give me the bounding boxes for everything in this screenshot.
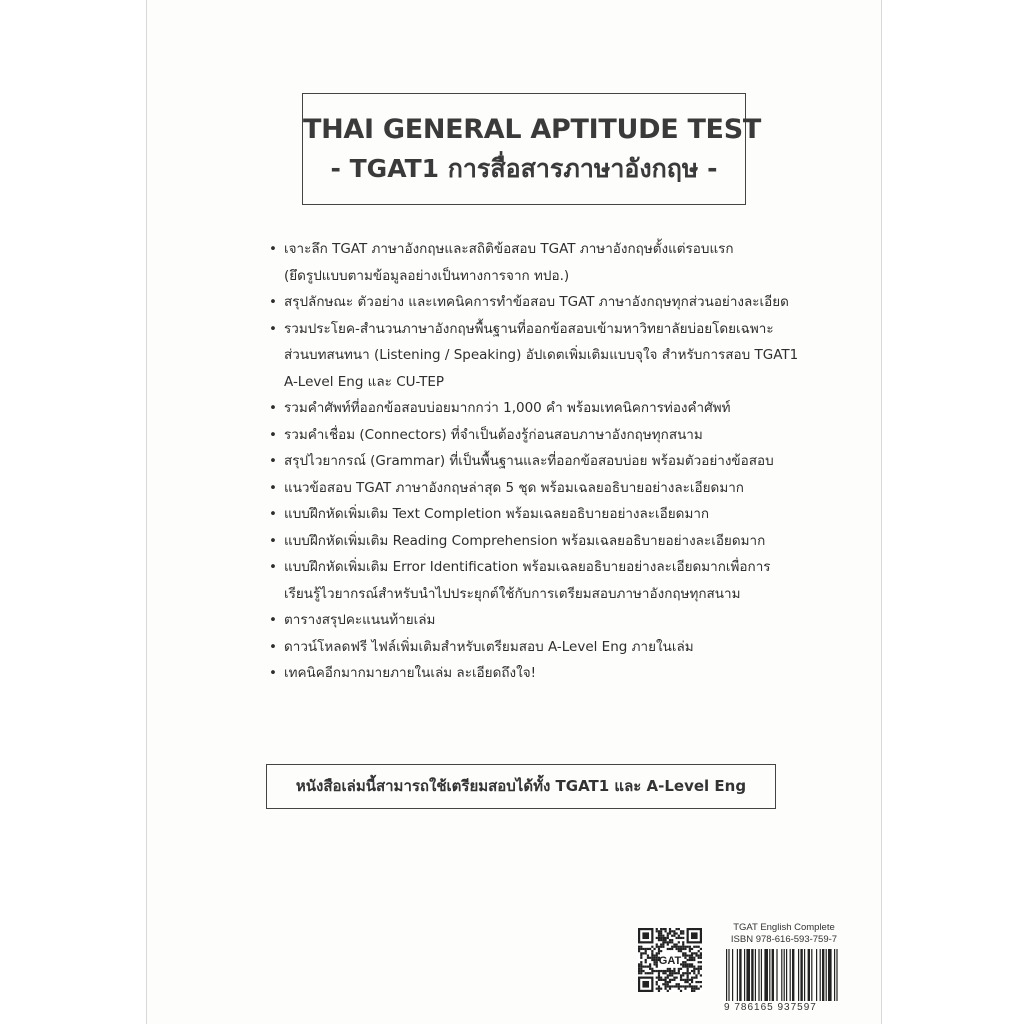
feature-text: • ดาวน์โหลดฟรี ไฟล์เพิ่มเติมสำหรับเตรียมสอบ A-Level Eng ภายในเล่ม [284, 638, 694, 655]
feature-text: • แบบฝึกหัดเพิ่มเติม Text Completion พร้อมเฉลยอธิบายอย่างละเอียดมาก [284, 506, 710, 522]
feature-item [266, 554, 826, 607]
feature-text: A-Level Eng และ CU-TEP [284, 373, 445, 390]
feature-list [266, 236, 826, 687]
feature-text: • แบบฝึกหัดเพิ่มเติม Reading Comprehension พร้อมเฉลยอธิบายอย่างละเอียดมาก [284, 532, 766, 549]
feature-text: • เจาะลึก TGAT ภาษาอังกฤษและสถิติข้อสอบ TGAT ภาษาอังกฤษตั้งแต่รอบแรก [284, 241, 734, 257]
feature-item [266, 422, 826, 449]
barcode-block [724, 922, 844, 1013]
feature-item [266, 475, 826, 502]
feature-text: • สรุปลักษณะ ตัวอย่าง และเทคนิคการทำข้อสอบ TGAT ภาษาอังกฤษทุกส่วนอย่างละเอียด [284, 294, 789, 310]
feature-item [266, 316, 826, 396]
feature-text: (ยึดรูปแบบตามข้อมูลอย่างเป็นทางการจาก ทปอ.) [284, 267, 570, 284]
product-name: TGAT English Complete [733, 922, 835, 933]
feature-text: • สรุปไวยากรณ์ (Grammar) ที่เป็นพื้นฐานและที่ออกข้อสอบบ่อย พร้อมตัวอย่างข้อสอบ [284, 453, 774, 469]
feature-item [266, 634, 826, 661]
note-box: หนังสือเล่มนี้สามารถใช้เตรียมสอบได้ทั้ง TGAT1 และ A-Level Eng [266, 764, 776, 809]
title-line-1: THAI GENERAL APTITUDE TEST [303, 114, 761, 145]
feature-item [266, 528, 826, 555]
feature-text: • เทคนิคอีกมากมายภายในเล่ม ละเอียดถึงใจ! [284, 665, 537, 681]
feature-item [266, 607, 826, 634]
feature-item [266, 501, 826, 528]
feature-text: • ตารางสรุปคะแนนท้ายเล่ม [284, 612, 436, 628]
qr-label: GAT [658, 954, 682, 967]
feature-item [266, 236, 826, 289]
feature-text: • รวมคำเชื่อม (Connectors) ที่จำเป็นต้องรู้ก่อนสอบภาษาอังกฤษทุกสนาม [284, 426, 703, 443]
feature-text: • รวมคำศัพท์ที่ออกข้อสอบบ่อยมากกว่า 1,000 คำ พร้อมเทคนิคการท่องคำศัพท์ [284, 400, 731, 416]
feature-text: เรียนรู้ไวยากรณ์สำหรับนำไปประยุกต์ใช้กับการเตรียมสอบภาษาอังกฤษทุกสนาม [284, 585, 741, 602]
feature-text: • รวมประโยค-สำนวนภาษาอังกฤษพื้นฐานที่ออกข้อสอบเข้ามหาวิทยาลัยบ่อยโดยเฉพาะ [284, 320, 774, 337]
feature-text: • แบบฝึกหัดเพิ่มเติม Error Identification พร้อมเฉลยอธิบายอย่างละเอียดมากเพื่อการ [284, 559, 771, 575]
qr-code [638, 928, 702, 992]
feature-item [266, 395, 826, 422]
feature-item [266, 660, 826, 687]
title-box [302, 93, 761, 205]
barcode [724, 949, 844, 1001]
feature-item [266, 448, 826, 475]
title-line-2: - TGAT1 การสื่อสารภาษาอังกฤษ - [330, 154, 718, 183]
feature-text: • แนวข้อสอบ TGAT ภาษาอังกฤษล่าสุด 5 ชุด พร้อมเฉลยอธิบายอย่างละเอียดมาก [284, 479, 744, 496]
feature-text: ส่วนบทสนทนา (Listening / Speaking) อัปเดตเพิ่มเติมแบบจุใจ สำหรับการสอบ TGAT1 [284, 347, 799, 363]
isbn-text: ISBN 978-616-593-759-7 [730, 934, 838, 945]
feature-item [266, 289, 826, 316]
barcode-digits: 9 786165 937597 [724, 1002, 817, 1013]
